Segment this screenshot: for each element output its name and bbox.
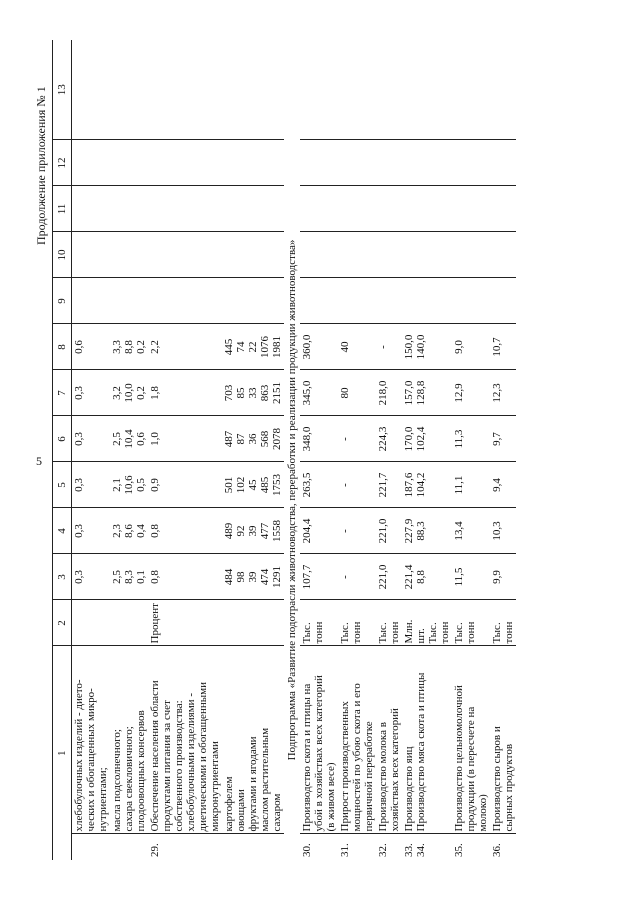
indicator-name-text: Производство цельномолочной продукции (в пересчете на молоко) <box>453 685 489 832</box>
value-cell <box>452 232 490 278</box>
row-number-text: 29. <box>149 843 161 857</box>
value-cell <box>376 462 402 508</box>
value-cell <box>222 232 284 278</box>
value-cell-text: 40 <box>339 341 351 353</box>
header-col-7: 7 <box>53 370 72 416</box>
value-cell <box>300 186 338 232</box>
value-cell-text: 3,3 8,8 0,2 <box>111 340 147 354</box>
value-cell-text: - <box>339 575 351 579</box>
value-cell-text: 348,0 <box>301 426 313 452</box>
value-cell <box>72 140 111 186</box>
table-body <box>72 40 517 860</box>
value-cell <box>402 508 452 554</box>
value-cell <box>376 140 402 186</box>
value-cell-text: 9,4 <box>491 478 503 492</box>
value-cell <box>338 416 376 462</box>
value-cell <box>222 278 284 324</box>
indicator-name-text: Производство скота и птицы на убой в хозяйствах всех категорий (в живом весе) <box>301 675 337 832</box>
value-cell-text: 445 74 22 1076 1981 <box>223 336 283 358</box>
value-cell-text: 11,3 <box>453 429 465 449</box>
value-cell <box>222 508 284 554</box>
value-cell <box>402 370 452 416</box>
subprogram-row <box>284 40 300 860</box>
value-cell-text: 80 <box>339 387 351 399</box>
value-cell <box>72 278 111 324</box>
unit-cell-text: Тыс. тонн <box>491 621 515 644</box>
row-number <box>148 834 222 860</box>
indicator-name-text: Производство яиц Производство мяса скота и птицы <box>403 672 427 832</box>
value-cell <box>222 462 284 508</box>
value-cell <box>72 232 111 278</box>
table-row <box>338 40 376 860</box>
row-number <box>338 834 376 860</box>
value-cell <box>110 416 148 462</box>
row-number-text: 36. <box>491 843 503 857</box>
value-cell <box>148 324 222 370</box>
value-cell-text: 487 87 36 568 2078 <box>223 428 283 450</box>
value-cell-text: 360,0 <box>301 334 313 360</box>
indicator-name-text: Производство сыров и сырных продуктов <box>491 726 515 832</box>
value-cell <box>452 40 490 140</box>
value-cell <box>148 370 222 416</box>
header-col-2: 2 <box>53 600 72 646</box>
value-cell <box>148 462 222 508</box>
value-cell <box>490 278 516 324</box>
value-cell <box>222 370 284 416</box>
value-cell-text: 2,5 8,3 0,1 <box>111 570 147 584</box>
rotated-table-page <box>34 40 640 860</box>
value-cell <box>110 186 148 232</box>
header-col-3: 3 <box>53 554 72 600</box>
value-cell <box>402 416 452 462</box>
row-number-text: 32. <box>377 843 389 857</box>
value-cell-text: 157,0 128,8 <box>403 380 427 406</box>
header-col-11: 11 <box>53 186 72 232</box>
value-cell <box>110 554 148 600</box>
value-cell-text: 0,3 <box>73 478 85 492</box>
value-cell <box>72 370 111 416</box>
value-cell <box>490 186 516 232</box>
value-cell <box>222 40 284 140</box>
value-cell <box>490 370 516 416</box>
value-cell <box>300 140 338 186</box>
value-cell-text: 187,6 104,2 <box>403 472 427 498</box>
table-row <box>148 40 222 860</box>
unit-cell <box>222 600 284 646</box>
value-cell-text: 2,2 <box>149 340 161 354</box>
value-cell <box>376 232 402 278</box>
value-cell-text: 11,5 <box>453 567 465 587</box>
unit-cell <box>72 600 111 646</box>
value-cell <box>490 140 516 186</box>
indicator-name-text: хлебобулочных изделий - дието- ческих и обогащенных микро- нутриентами; <box>73 679 109 832</box>
value-cell <box>376 508 402 554</box>
value-cell <box>376 40 402 140</box>
value-cell <box>148 416 222 462</box>
value-cell <box>338 278 376 324</box>
value-cell <box>402 278 452 324</box>
value-cell <box>402 140 452 186</box>
value-cell-text: 12,3 <box>491 383 503 403</box>
value-cell <box>490 508 516 554</box>
header-col-12: 12 <box>53 140 72 186</box>
value-cell-text: 12,9 <box>453 383 465 403</box>
value-cell-text: 9,7 <box>491 432 503 446</box>
table-row <box>72 40 111 860</box>
unit-cell-text: Млн. шт. Тыс. тонн <box>403 619 451 644</box>
value-cell-text: 1,8 <box>149 386 161 400</box>
value-cell-text: 0,3 <box>73 524 85 538</box>
value-cell <box>490 554 516 600</box>
header-col-10: 10 <box>53 232 72 278</box>
value-cell-text: 227,9 88,3 <box>403 518 427 544</box>
value-cell-text: 0,8 <box>149 524 161 538</box>
value-cell <box>222 324 284 370</box>
value-cell <box>402 186 452 232</box>
value-cell <box>402 232 452 278</box>
value-cell-text: 0,3 <box>73 386 85 400</box>
value-cell <box>490 324 516 370</box>
table-row <box>452 40 490 860</box>
value-cell <box>300 232 338 278</box>
value-cell-text: - <box>339 529 351 533</box>
value-cell <box>300 324 338 370</box>
value-cell <box>300 416 338 462</box>
page-number: 5 <box>36 454 42 468</box>
value-cell <box>222 554 284 600</box>
row-number <box>110 834 148 860</box>
value-cell <box>452 278 490 324</box>
value-cell-text: 9,0 <box>453 340 465 354</box>
value-cell <box>222 140 284 186</box>
unit-cell <box>452 600 490 646</box>
unit-cell-text: Тыс. тонн <box>453 621 477 644</box>
header-col-4: 4 <box>53 508 72 554</box>
value-cell-text: 221,4 8,8 <box>403 564 427 590</box>
value-cell-text: 10,7 <box>491 337 503 357</box>
value-cell <box>376 370 402 416</box>
value-cell-text: 221,0 <box>377 564 389 590</box>
value-cell <box>338 140 376 186</box>
value-cell <box>338 232 376 278</box>
value-cell <box>490 462 516 508</box>
row-number <box>300 834 338 860</box>
header-col-6: 6 <box>53 416 72 462</box>
value-cell-text: 1,0 <box>149 432 161 446</box>
value-cell-text: 3,2 10,0 0,2 <box>111 383 147 403</box>
value-cell <box>110 462 148 508</box>
value-cell <box>338 40 376 140</box>
value-cell <box>72 324 111 370</box>
indicator-name <box>300 646 338 834</box>
indicator-name <box>452 646 490 834</box>
unit-cell <box>490 600 516 646</box>
value-cell <box>110 140 148 186</box>
value-cell <box>148 140 222 186</box>
table-row <box>300 40 338 860</box>
value-cell <box>402 40 452 140</box>
value-cell <box>338 370 376 416</box>
value-cell-text: 107,7 <box>301 564 313 590</box>
table-row <box>490 40 516 860</box>
value-cell <box>110 40 148 140</box>
table-row <box>222 40 284 860</box>
value-cell <box>222 416 284 462</box>
value-cell-text: 11,1 <box>453 475 465 495</box>
indicator-name-text: картофелем овощами фруктами и ягодами маслом растительным сахаром <box>223 727 283 832</box>
header-col-1: 1 <box>53 646 72 860</box>
value-cell <box>338 462 376 508</box>
value-cell <box>338 324 376 370</box>
row-number-text: 30. <box>301 843 313 857</box>
value-cell <box>72 186 111 232</box>
value-cell <box>72 554 111 600</box>
value-cell <box>300 508 338 554</box>
indicator-name <box>376 646 402 834</box>
row-number-text: 33. 34. <box>403 843 427 857</box>
value-cell-text: 204,4 <box>301 518 313 544</box>
value-cell <box>72 40 111 140</box>
value-cell <box>148 186 222 232</box>
row-number-text: 31. <box>339 843 351 857</box>
value-cell <box>452 554 490 600</box>
value-cell-text: - <box>377 345 389 349</box>
unit-cell <box>402 600 452 646</box>
value-cell-text: 345,0 <box>301 380 313 406</box>
value-cell <box>110 324 148 370</box>
value-cell <box>300 462 338 508</box>
indicator-name <box>148 646 222 834</box>
row-number <box>72 834 111 860</box>
value-cell <box>490 416 516 462</box>
row-number <box>222 834 284 860</box>
row-number <box>376 834 402 860</box>
value-cell-text: 221,7 <box>377 472 389 498</box>
value-cell <box>110 278 148 324</box>
value-cell <box>72 508 111 554</box>
row-number <box>452 834 490 860</box>
value-cell <box>300 370 338 416</box>
value-cell-text: 13,4 <box>453 521 465 541</box>
value-cell <box>402 554 452 600</box>
value-cell <box>110 232 148 278</box>
value-cell <box>452 462 490 508</box>
header-col-5: 5 <box>53 462 72 508</box>
value-cell <box>452 140 490 186</box>
value-cell-text: 221,0 <box>377 518 389 544</box>
value-cell <box>376 554 402 600</box>
value-cell-text: - <box>339 437 351 441</box>
value-cell-text: 2,3 8,6 0,4 <box>111 524 147 538</box>
value-cell <box>452 186 490 232</box>
appendix-continuation-label: Продолжение приложения № 1 <box>34 86 48 245</box>
value-cell <box>376 324 402 370</box>
unit-cell <box>110 600 148 646</box>
value-cell <box>376 416 402 462</box>
value-cell <box>148 40 222 140</box>
value-cell-text: 489 92 39 477 1558 <box>223 520 283 542</box>
indicator-name <box>490 646 516 834</box>
value-cell <box>452 508 490 554</box>
value-cell <box>222 186 284 232</box>
table-row <box>110 40 148 860</box>
unit-cell <box>300 600 338 646</box>
value-cell <box>376 278 402 324</box>
value-cell-text: 170,0 102,4 <box>403 426 427 452</box>
value-cell-text: 484 98 39 474 1291 <box>223 566 283 588</box>
value-cell-text: 263,5 <box>301 472 313 498</box>
value-cell <box>452 324 490 370</box>
value-cell <box>338 508 376 554</box>
unit-cell <box>376 600 402 646</box>
indicator-table <box>52 40 516 860</box>
unit-cell-text: Процент <box>149 603 161 644</box>
value-cell <box>452 370 490 416</box>
value-cell-text: 9,9 <box>491 570 503 584</box>
value-cell <box>110 370 148 416</box>
value-cell-text: 2,1 10,6 0,5 <box>111 475 147 495</box>
value-cell <box>452 416 490 462</box>
indicator-name-text: Прирост производственных мощностей по убою скота и его первичной переработке <box>339 683 375 832</box>
value-cell-text: 703 85 33 863 2151 <box>223 382 283 404</box>
value-cell <box>300 554 338 600</box>
subprogram-title: Подпрограмма «Развитие подотрасли животноводства, переработки и реализации продукции животноводства» <box>286 239 298 761</box>
table-row <box>376 40 402 860</box>
indicator-name <box>338 646 376 834</box>
unit-cell-text: Тыс. тонн <box>339 621 363 644</box>
unit-cell <box>148 600 222 646</box>
indicator-name <box>72 646 111 834</box>
unit-cell-text: Тыс. тонн <box>377 621 401 644</box>
value-cell <box>148 508 222 554</box>
value-cell <box>72 462 111 508</box>
value-cell <box>402 324 452 370</box>
value-cell <box>338 186 376 232</box>
value-cell-text: 0,6 <box>73 340 85 354</box>
value-cell-text: 501 102 45 485 1753 <box>223 474 283 496</box>
value-cell <box>490 232 516 278</box>
value-cell <box>300 40 338 140</box>
header-col-8: 8 <box>53 324 72 370</box>
value-cell-text: 0,3 <box>73 570 85 584</box>
value-cell <box>490 40 516 140</box>
table-row <box>402 40 452 860</box>
value-cell-text: 218,0 <box>377 380 389 406</box>
header-col-9: 9 <box>53 278 72 324</box>
value-cell <box>402 462 452 508</box>
indicator-name <box>222 646 284 834</box>
value-cell-text: 150,0 140,0 <box>403 334 427 360</box>
value-cell <box>148 278 222 324</box>
unit-cell-text: Тыс. тонн <box>301 621 325 644</box>
value-cell-text: 10,3 <box>491 521 503 541</box>
value-cell <box>148 554 222 600</box>
value-cell-text: 2,5 10,4 0,6 <box>111 429 147 449</box>
value-cell <box>148 232 222 278</box>
value-cell-text: 224,3 <box>377 426 389 452</box>
indicator-name-text: масла подсолнечного; сахара свекловичного; плодоовощных консервов <box>111 710 147 832</box>
indicator-name <box>402 646 452 834</box>
indicator-name <box>110 646 148 834</box>
row-number <box>402 834 452 860</box>
unit-cell <box>338 600 376 646</box>
row-number <box>490 834 516 860</box>
value-cell <box>110 508 148 554</box>
row-number-text: 35. <box>453 843 465 857</box>
value-cell <box>300 278 338 324</box>
indicator-name-text: Производство молока в хозяйствах всех категорий <box>377 708 401 832</box>
value-cell-text: - <box>339 483 351 487</box>
table-header-row <box>53 40 72 860</box>
value-cell-text: 0,3 <box>73 432 85 446</box>
value-cell <box>338 554 376 600</box>
value-cell <box>72 416 111 462</box>
value-cell <box>376 186 402 232</box>
value-cell-text: 0,8 <box>149 570 161 584</box>
value-cell-text: 0,9 <box>149 478 161 492</box>
header-col-13: 13 <box>53 40 72 140</box>
indicator-name-text: Обеспечение населения области продуктами питания за счет собственного производства: хлебобулочными изделиями - диетическими и обогащенными микронутриентами <box>149 680 221 832</box>
